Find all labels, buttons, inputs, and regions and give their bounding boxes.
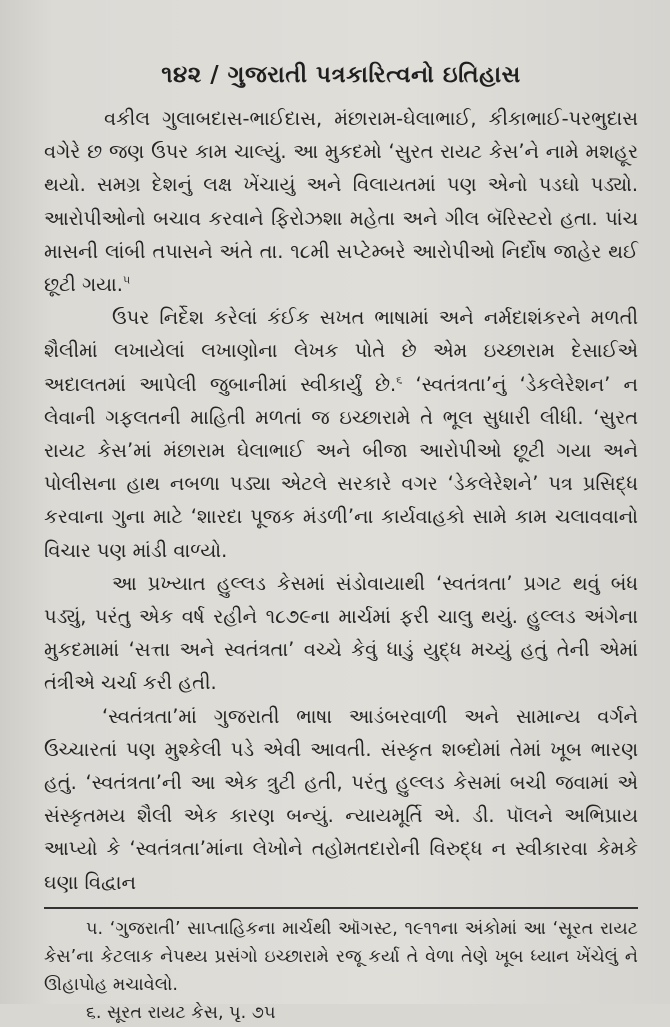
footnote-5: ૫. ‘ગુજરાતી’ સાપ્તાહિકના માર્ચથી ઑગસ્ટ, ૧૯૧૧ના અંકોમાં આ ‘સૂરત રાયટ કેસ’ના કેટલાક નેપથ્ય પ્રસંગો ઇચ્છારામે રજૂ કર્યા તે વેળા તેણે ખૂબ ધ્યાન ખેંચેલું ને ઊહાપોહ મચાવેલો. — [44, 918, 638, 995]
running-head: ૧૪૨ / ગુજરાતી પત્રકારિત્વનો ઇતિહાસ — [161, 62, 521, 88]
paragraph-2-text: ઉપર નિર્દેશ કરેલાં કંઈક સખત ભાષામાં અને નર્મદાશંકરને મળતી શૈલીમાં લખાયેલાં લખાણોના લેખક પોતે છે એમ ઇચ્છારામ દેસાઈએ અદાલતમાં આપેલી જુબાનીમાં સ્વીકાર્યું છે. — [44, 306, 638, 396]
footnote-mark-5: ૫ — [122, 273, 131, 287]
footnotes — [44, 915, 638, 1027]
footnote-rule — [44, 907, 638, 909]
paragraph-1-text: વકીલ ગુલાબદાસ-ભાઈદાસ, મંછારામ-ઘેલાભાઈ, કીકાભાઈ-પરભુદાસ વગેરે છ જણ ઉપર કામ ચાલ્યું. આ મુકદમો ‘સુરત રાયટ કેસ’ને નામે મશહૂર થયો. સમગ્ર દેશનું લક્ષ ખેંચાયું અને વિલાયતમાં પણ એનો પડઘો પડ્યો. આરોપીઓનો બચાવ કરવાને ફિરોઝશા મહેતા અને ગીલ બૅરિસ્ટરો હતા. પાંચ માસની લાંબી તપાસને અંતે તા. ૧૮મી સપ્ટેમ્બરે આરોપીઓ નિર્દોષ જાહેર થઈ છૂટી ગયા. — [44, 107, 638, 297]
paragraph-1 — [44, 102, 638, 301]
body-text — [44, 102, 638, 899]
footnote-mark-6: ૬ — [396, 373, 403, 387]
paragraph-2 — [44, 301, 638, 567]
paragraph-4: ‘સ્વતંત્રતા’માં ગુજરાતી ભાષા આડંબરવાળી અને સામાન્ય વર્ગને ઉચ્ચારતાં પણ મુશ્કેલી પડે એવી આવતી. સંસ્કૃત શબ્દોમાં તેમાં ખૂબ ભારણ હતું. ‘સ્વતંત્રતા’ની આ એક ત્રુટી હતી, પરંતુ હુલ્લડ કેસમાં બચી જવામાં એ સંસ્કૃતમય શૈલી એક કારણ બન્યું. ન્યાયમૂર્તિ એ. ડી. પૉલને અભિપ્રાય આપ્યો કે ‘સ્વતંત્રતા’માંના લેખોને તહોમતદારોની વિરુદ્ધ ન સ્વીકારવા કેમકે ઘણા વિદ્વાન — [44, 704, 638, 894]
footnote-6: ૬. સૂરત રાયટ કેસ, પૃ. ૭૫ — [86, 1002, 276, 1023]
paragraph-3: આ પ્રખ્યાત હુલ્લડ કેસમાં સંડોવાયાથી ‘સ્વતંત્રતા’ પ્રગટ થવું બંધ પડ્યું, પરંતુ એક વર્ષ રહીને ૧૮૭૯ના માર્ચમાં ફરી ચાલુ થયું. હુલ્લડ અંગેના મુકદમામાં ‘સત્તા અને સ્વતંત્રતા’ વચ્ચે કેવું ધાડું યુદ્ધ મચ્યું હતું તેની એમાં તંત્રીએ ચર્ચા કરી હતી. — [44, 571, 638, 695]
paragraph-2-cont: ‘સ્વતંત્રતા’નું ‘ડેકલેરેશન’ ન લેવાની ગફલતની માહિતી મળતાં જ ઇચ્છારામે તે ભૂલ સુધારી લીધી. ‘સુરત રાયટ કેસ’માં મંછારામ ઘેલાભાઈ અને બીજા આરોપીઓ છૂટી ગયા અને પોલીસના હાથ નબળા પડ્યા એટલે સરકારે વગર ‘ડેકલેરેશને’ પત્ર પ્રસિદ્ધ કરવાના ગુના માટે ‘શારદા પૂજક મંડળી’ના કાર્યવાહકો સામે કામ ચલાવવાનો વિચાર પણ માંડી વાળ્યો. — [44, 372, 638, 562]
